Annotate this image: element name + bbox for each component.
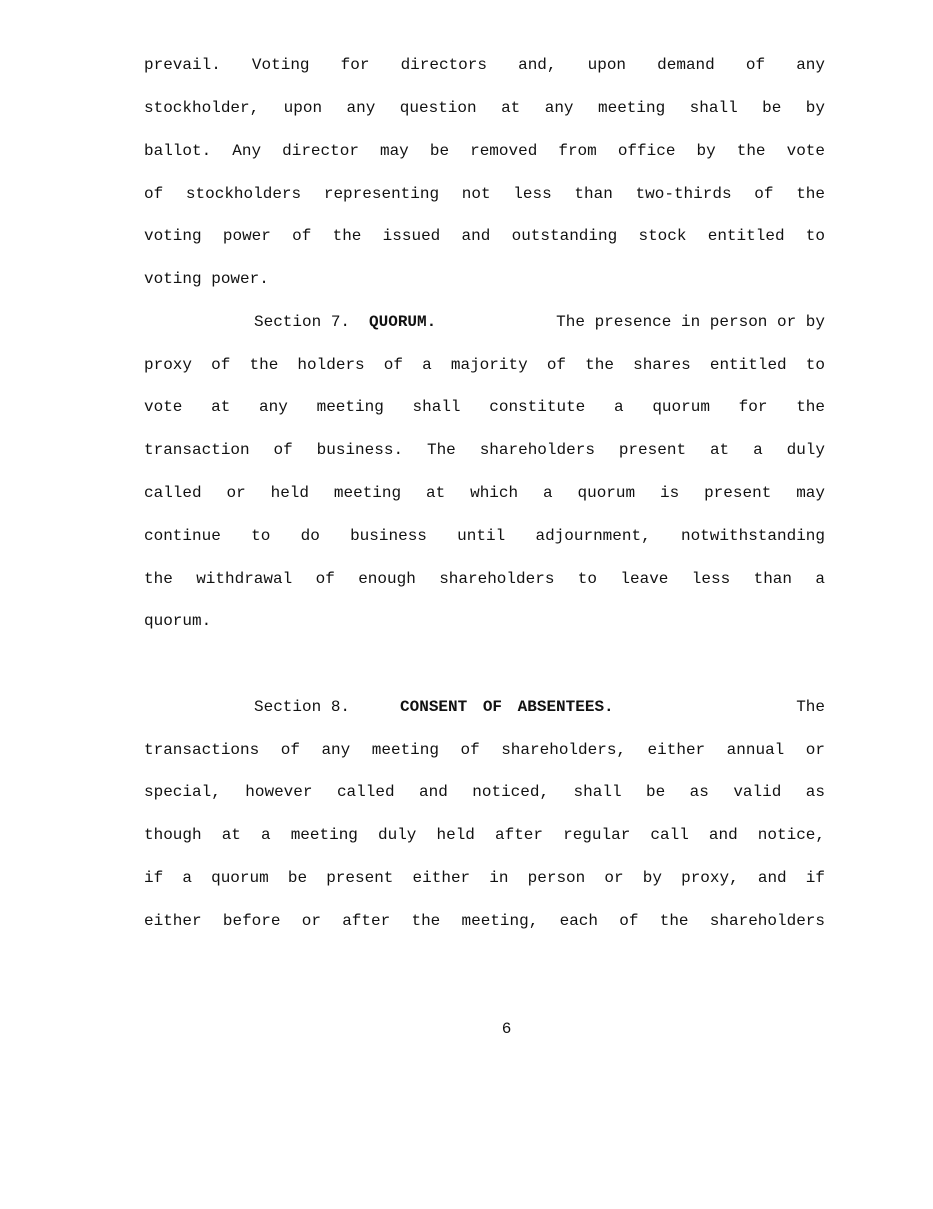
section-8-first-line: The bbox=[796, 698, 825, 716]
section-8-title: CONSENT OF ABSENTEES. bbox=[400, 698, 614, 716]
section-7-first-line: The presence in person or by bbox=[556, 313, 825, 331]
text-line: if a quorum be present either in person or by proxy, and if bbox=[144, 869, 825, 887]
text-line: transaction of business. The shareholders present at a duly bbox=[144, 441, 825, 459]
text-line: of stockholders representing not less than two-thirds of the bbox=[144, 185, 825, 203]
text-line: vote at any meeting shall constitute a quorum for the bbox=[144, 398, 825, 416]
text-line: called or held meeting at which a quorum is present may bbox=[144, 484, 825, 502]
text-line: ballot. Any director may be removed from office by the vote bbox=[144, 142, 825, 160]
text-line: the withdrawal of enough shareholders to leave less than a bbox=[144, 570, 825, 588]
section-7-title: QUORUM. bbox=[369, 313, 437, 331]
section-8-heading bbox=[254, 697, 825, 717]
section-7-label: Section 7. bbox=[254, 313, 351, 331]
text-line: voting power. bbox=[144, 270, 269, 288]
text-line: special, however called and noticed, shall be as valid as bbox=[144, 783, 825, 801]
section-8-label: Section 8. bbox=[254, 698, 351, 716]
text-line: prevail. Voting for directors and, upon demand of any bbox=[144, 56, 825, 74]
text-line: proxy of the holders of a majority of the shares entitled to bbox=[144, 356, 825, 374]
text-line: continue to do business until adjournment, notwithstanding bbox=[144, 527, 825, 545]
text-line: voting power of the issued and outstanding stock entitled to bbox=[144, 227, 825, 245]
text-line: quorum. bbox=[144, 612, 212, 630]
text-line: transactions of any meeting of shareholders, either annual or bbox=[144, 741, 825, 759]
text-line: stockholder, upon any question at any meeting shall be by bbox=[144, 99, 825, 117]
text-line: either before or after the meeting, each of the shareholders bbox=[144, 912, 825, 930]
page-number: 6 bbox=[501, 1020, 512, 1038]
text-line: though at a meeting duly held after regular call and notice, bbox=[144, 826, 825, 844]
section-7-heading bbox=[254, 312, 825, 332]
